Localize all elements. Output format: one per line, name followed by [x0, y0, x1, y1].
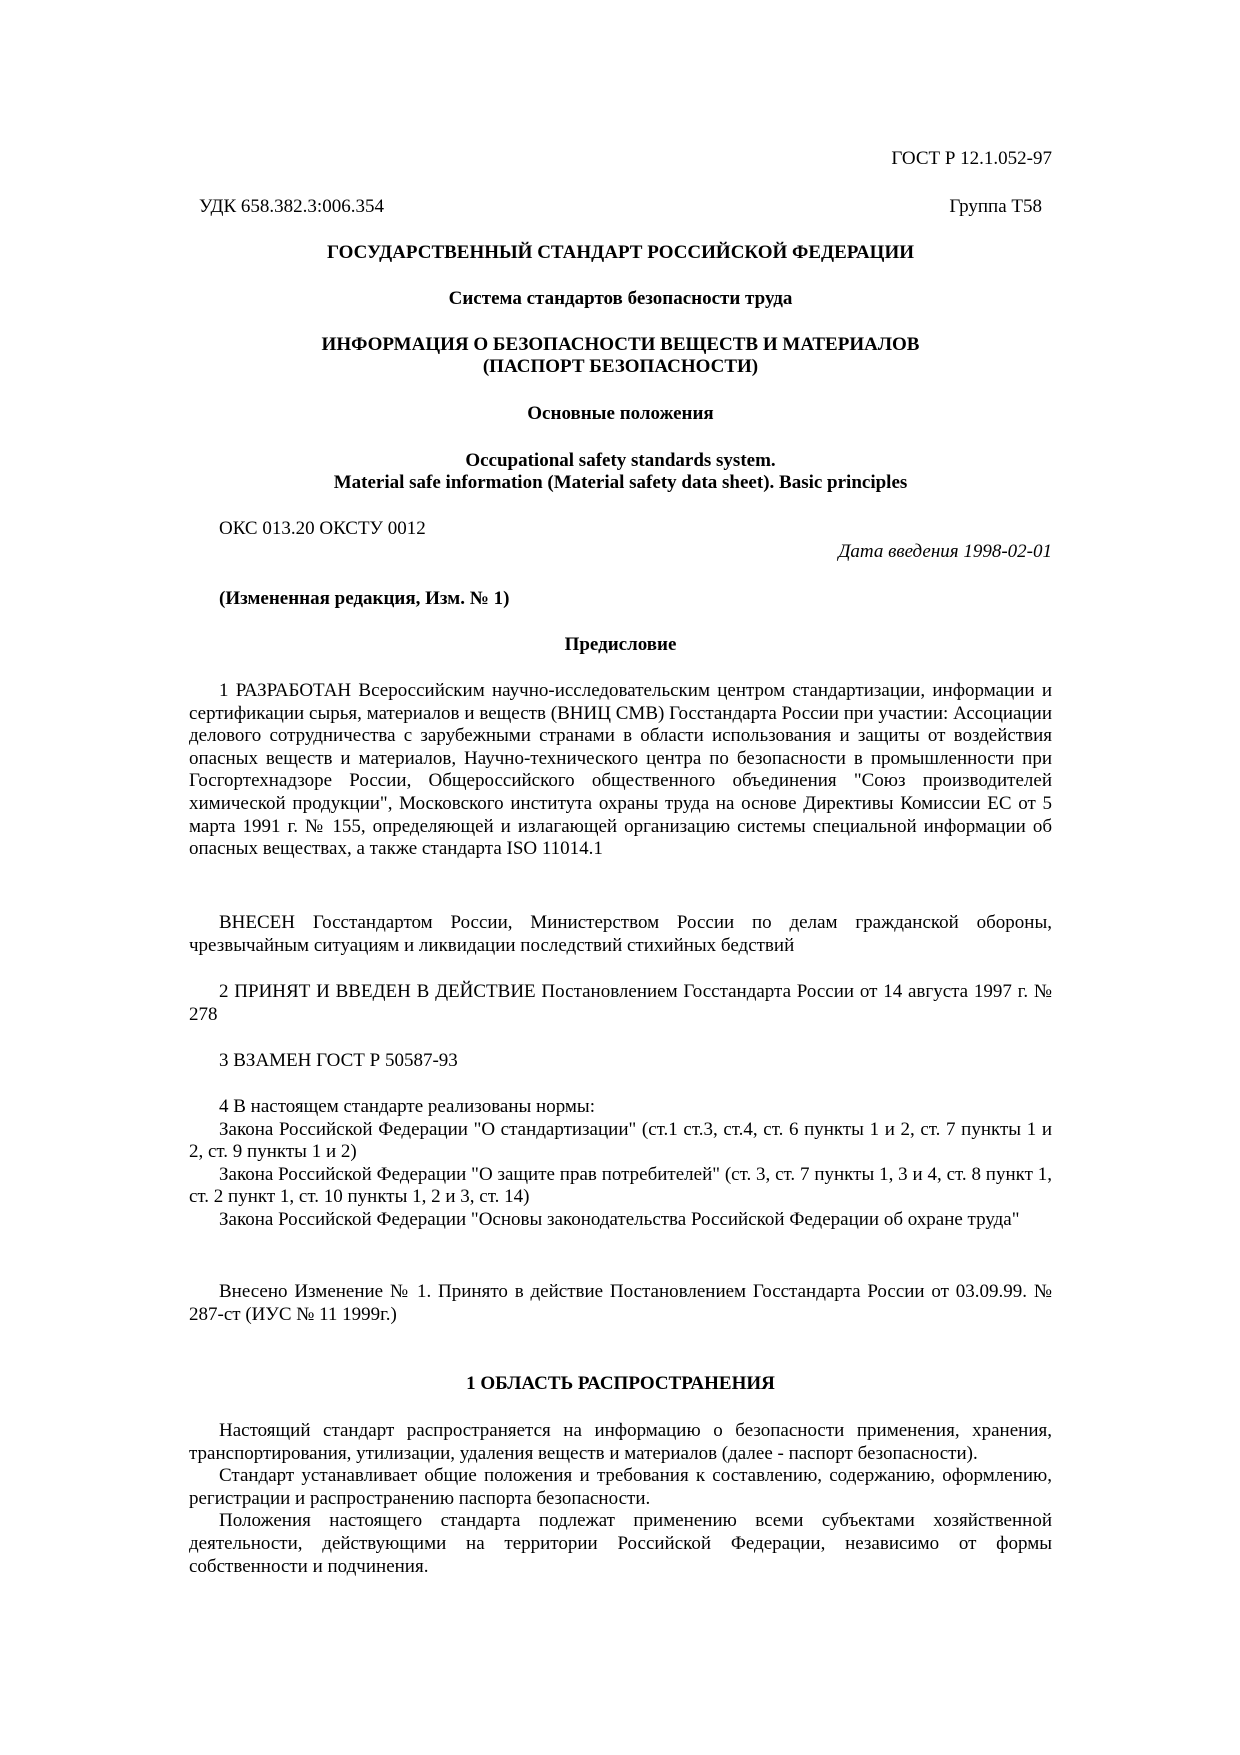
section1-body	[189, 1420, 1052, 1578]
foreword-text-replaces: 3 ВЗАМЕН ГОСТ Р 50587-93	[219, 1050, 458, 1071]
foreword-text-submitted: ВНЕСЕН Госстандартом России, Министерством России по делам гражданской обороны, чрезвычайным ситуациям и ликвидации последствий стихийных бедствий	[189, 912, 1052, 956]
subtitle: Основные положения	[527, 403, 714, 424]
foreword-paragraph-6	[189, 1281, 1052, 1326]
state-standard-title: ГОСУДАРСТВЕННЫЙ СТАНДАРТ РОССИЙСКОЙ ФЕДЕРАЦИИ	[326, 242, 915, 263]
section1-paragraph-applicability: Положения настоящего стандарта подлежат применению всеми субъектами хозяйственной деятельности, действующими на территории Российской Федерации, независимо от формы собственности и подчинения.	[189, 1510, 1052, 1577]
main-title-line2: (ПАСПОРТ БЕЗОПАСНОСТИ)	[482, 356, 759, 377]
system-title: Система стандартов безопасности труда	[448, 288, 793, 309]
foreword-law-labor-protection: Закона Российской Федерации "Основы законодательства Российской Федерации об охране труда"	[219, 1208, 1020, 1230]
oks-code: ОКС 013.20 ОКСТУ 0012	[219, 518, 426, 539]
foreword-law-consumer-rights: Закона Российской Федерации "О защите прав потребителей" (ст. 3, ст. 7 пункты 1, 3 и 4, ст. 8 пункт 1, ст. 2 пункт 1, ст. 10 пункты 1, 2 и 3, ст. 14)	[189, 1163, 1052, 1208]
foreword-amendment: Внесено Изменение № 1. Принято в действие Постановлением Госстандарта России от 03.09.99. № 287-ст (ИУС № 11 1999г.)	[189, 1281, 1052, 1325]
edition-note: (Измененная редакция, Изм. № 1)	[219, 588, 510, 609]
foreword-paragraph-5	[189, 1096, 1052, 1232]
english-title-line1: Occupational safety standards system.	[465, 450, 776, 471]
group-code: Группа Т58	[949, 196, 1042, 217]
foreword-paragraph-1	[189, 680, 1052, 861]
section1-paragraph-scope: Настоящий стандарт распространяется на информацию о безопасности применения, хранения, транспортирования, утилизации, удаления веществ и материалов (далее - паспорт безопасности).	[189, 1420, 1052, 1464]
section1-heading: 1 ОБЛАСТЬ РАСПРОСТРАНЕНИЯ	[466, 1373, 775, 1394]
foreword-text-adopted: 2 ПРИНЯТ И ВВЕДЕН В ДЕЙСТВИЕ Постановлением Госстандарта России от 14 августа 1997 г. № 278	[189, 981, 1052, 1025]
english-title-line2: Material safe information (Material safety data sheet). Basic principles	[333, 472, 908, 493]
introduction-date: Дата введения 1998-02-01	[838, 541, 1052, 562]
foreword-law-standardization: Закона Российской Федерации "О стандартизации" (ст.1 ст.3, ст.4, ст. 6 пункты 1 и 2, ст. 7 пункты 1 и 2, ст. 9 пункты 1 и 2)	[189, 1118, 1052, 1163]
section1-paragraph-requirements: Стандарт устанавливает общие положения и требования к составлению, содержанию, оформлению, регистрации и распространению паспорта безопасности.	[189, 1465, 1052, 1509]
foreword-norms-intro: 4 В настоящем стандарте реализованы нормы:	[219, 1096, 595, 1117]
main-title-line1: ИНФОРМАЦИЯ О БЕЗОПАСНОСТИ ВЕЩЕСТВ И МАТЕРИАЛОВ	[321, 334, 920, 355]
foreword-paragraph-2	[189, 912, 1052, 957]
foreword-paragraph-3	[189, 981, 1052, 1026]
udk-code: УДК 658.382.3:006.354	[199, 196, 384, 217]
gost-number: ГОСТ Р 12.1.052-97	[891, 148, 1052, 169]
foreword-heading: Предисловие	[564, 634, 677, 655]
foreword-paragraph-4	[189, 1050, 1052, 1073]
foreword-text-developed: 1 РАЗРАБОТАН Всероссийским научно-исследовательским центром стандартизации, информации и сертификации сырья, материалов и веществ (ВНИЦ СМВ) Госстандарта России при участии: Ассоциации делового сотрудничества с зарубежными странами в области использования и защиты от воздействия опасных веществ и материалов, Научно-технического центра по безопасности в промышленности при Госгортехнадзоре России, Общероссийского общественного объединения "Союз производителей химической продукции", Московского института охраны труда на основе Директивы Комиссии ЕС от 5 марта 1991 г. № 155, определяющей и излагающей организацию системы специальной информации об опасных веществах, а также стандарта ISO 11014.1	[189, 680, 1052, 860]
